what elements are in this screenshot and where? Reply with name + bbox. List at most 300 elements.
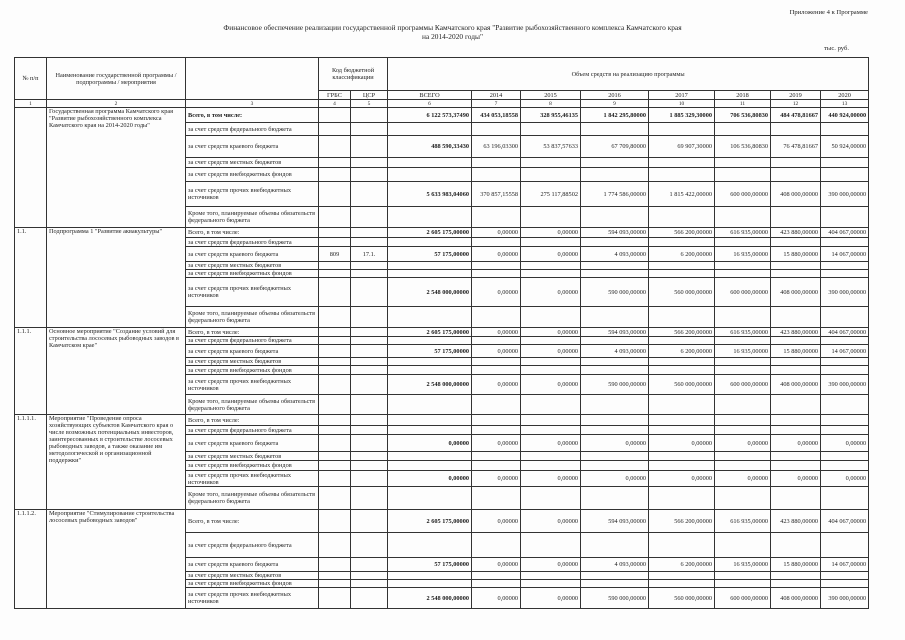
- funding-source: Всего, в том числе:: [186, 328, 319, 337]
- value-2014: 0,00000: [472, 278, 521, 307]
- value-2017: [649, 426, 715, 435]
- value-2015: [521, 487, 581, 510]
- value-2020: 0,00000: [821, 435, 869, 452]
- value-2016: 0,00000: [581, 435, 649, 452]
- grbs-code: [319, 136, 351, 158]
- value-2019: 423 880,00000: [771, 328, 821, 337]
- item-number: 1.1.1.1.: [15, 415, 47, 510]
- column-number: 9: [581, 100, 649, 108]
- value-2018: [715, 307, 771, 328]
- value-2017: 0,00000: [649, 435, 715, 452]
- value-2014: [472, 452, 521, 461]
- value-2017: 6 200,00000: [649, 247, 715, 262]
- csr-code: [351, 270, 388, 278]
- value-2018: 16 935,00000: [715, 345, 771, 358]
- value-2016: 590 000,00000: [581, 588, 649, 609]
- value-2017: [649, 358, 715, 366]
- csr-code: [351, 580, 388, 588]
- table-row: [15, 328, 869, 337]
- header-year-2014: 2014: [472, 91, 521, 100]
- value-2020: [821, 358, 869, 366]
- value-2014: 0,00000: [472, 247, 521, 262]
- value-2017: 566 200,00000: [649, 328, 715, 337]
- value-2017: [649, 262, 715, 270]
- csr-code: 17.1.: [351, 247, 388, 262]
- value-total: [388, 238, 472, 247]
- value-2020: 390 000,00000: [821, 375, 869, 395]
- value-total: [388, 487, 472, 510]
- header-row: [15, 58, 869, 91]
- value-2019: 408 000,00000: [771, 375, 821, 395]
- funding-source: за счет средств прочих внебюджетных источников: [186, 588, 319, 609]
- csr-code: [351, 168, 388, 182]
- value-2020: 14 067,00000: [821, 558, 869, 572]
- csr-code: [351, 588, 388, 609]
- value-2017: 566 200,00000: [649, 228, 715, 238]
- csr-code: [351, 108, 388, 123]
- value-2020: 14 067,00000: [821, 345, 869, 358]
- value-total: [388, 572, 472, 580]
- value-2020: [821, 426, 869, 435]
- value-2017: 560 000,00000: [649, 278, 715, 307]
- grbs-code: [319, 123, 351, 136]
- value-2019: [771, 461, 821, 471]
- value-total: [388, 123, 472, 136]
- funding-source: за счет средств прочих внебюджетных источников: [186, 278, 319, 307]
- value-2019: 0,00000: [771, 471, 821, 487]
- column-number: 12: [771, 100, 821, 108]
- funding-source: за счет средств федерального бюджета: [186, 426, 319, 435]
- csr-code: [351, 471, 388, 487]
- value-2016: [581, 415, 649, 426]
- header-csr: ЦСР: [351, 91, 388, 100]
- value-2016: [581, 337, 649, 345]
- value-2017: [649, 461, 715, 471]
- value-2020: [821, 572, 869, 580]
- csr-code: [351, 366, 388, 375]
- header-source: [186, 58, 319, 100]
- funding-source: за счет средств краевого бюджета: [186, 345, 319, 358]
- value-2014: 370 857,15558: [472, 182, 521, 207]
- value-2020: [821, 395, 869, 415]
- grbs-code: [319, 238, 351, 247]
- value-total: [388, 452, 472, 461]
- grbs-code: [319, 395, 351, 415]
- value-2018: 106 536,80830: [715, 136, 771, 158]
- value-2020: [821, 238, 869, 247]
- value-2014: [472, 158, 521, 168]
- grbs-code: [319, 558, 351, 572]
- value-2015: 0,00000: [521, 510, 581, 533]
- value-total: 57 175,00000: [388, 247, 472, 262]
- value-2017: [649, 572, 715, 580]
- value-2020: 390 000,00000: [821, 182, 869, 207]
- value-total: [388, 207, 472, 228]
- value-2015: [521, 270, 581, 278]
- grbs-code: [319, 270, 351, 278]
- funding-source: Всего, в том числе:: [186, 415, 319, 426]
- column-number: 1: [15, 100, 47, 108]
- value-2018: [715, 572, 771, 580]
- value-2020: 440 924,00000: [821, 108, 869, 123]
- funding-source: за счет средств внебюджетных фондов: [186, 270, 319, 278]
- header-year-2015: 2015: [521, 91, 581, 100]
- value-2017: [649, 123, 715, 136]
- value-total: [388, 415, 472, 426]
- value-2016: [581, 426, 649, 435]
- value-total: 6 122 573,37490: [388, 108, 472, 123]
- csr-code: [351, 136, 388, 158]
- csr-code: [351, 358, 388, 366]
- funding-source: за счет средств местных бюджетов: [186, 572, 319, 580]
- grbs-code: [319, 471, 351, 487]
- grbs-code: [319, 426, 351, 435]
- funding-source: за счет средств краевого бюджета: [186, 558, 319, 572]
- value-total: [388, 168, 472, 182]
- header-year-2017: 2017: [649, 91, 715, 100]
- funding-source: Кроме того, планируемые объемы обязательств федерального бюджета: [186, 395, 319, 415]
- value-2017: 0,00000: [649, 471, 715, 487]
- value-2020: 404 067,00000: [821, 228, 869, 238]
- column-number: 10: [649, 100, 715, 108]
- value-2016: [581, 358, 649, 366]
- value-2019: [771, 337, 821, 345]
- value-2019: [771, 452, 821, 461]
- csr-code: [351, 572, 388, 580]
- csr-code: [351, 307, 388, 328]
- value-2017: 6 200,00000: [649, 345, 715, 358]
- value-2015: [521, 572, 581, 580]
- value-2015: [521, 337, 581, 345]
- value-2020: 50 924,00000: [821, 136, 869, 158]
- grbs-code: [319, 278, 351, 307]
- value-2016: [581, 461, 649, 471]
- csr-code: [351, 435, 388, 452]
- csr-code: [351, 510, 388, 533]
- item-name: Подпрограмма 1 "Развитие аквакультуры": [47, 228, 186, 328]
- value-2018: [715, 207, 771, 228]
- value-2015: 0,00000: [521, 247, 581, 262]
- csr-code: [351, 558, 388, 572]
- value-2018: 16 935,00000: [715, 247, 771, 262]
- value-2019: 408 000,00000: [771, 182, 821, 207]
- funding-source: за счет средств федерального бюджета: [186, 123, 319, 136]
- column-number: 11: [715, 100, 771, 108]
- value-2014: 434 053,18558: [472, 108, 521, 123]
- value-2017: [649, 238, 715, 247]
- value-2014: [472, 270, 521, 278]
- value-2014: [472, 366, 521, 375]
- value-2019: [771, 415, 821, 426]
- grbs-code: [319, 580, 351, 588]
- value-total: 2 605 175,00000: [388, 228, 472, 238]
- value-2015: [521, 238, 581, 247]
- value-2018: [715, 426, 771, 435]
- value-total: 2 605 175,00000: [388, 328, 472, 337]
- value-total: [388, 358, 472, 366]
- value-2016: [581, 533, 649, 558]
- value-2019: 0,00000: [771, 435, 821, 452]
- value-2018: 600 000,00000: [715, 588, 771, 609]
- value-2018: [715, 337, 771, 345]
- value-2018: [715, 580, 771, 588]
- value-2019: 484 478,81667: [771, 108, 821, 123]
- funding-source: за счет средств краевого бюджета: [186, 247, 319, 262]
- value-2015: 0,00000: [521, 328, 581, 337]
- value-2016: 4 093,00000: [581, 558, 649, 572]
- value-2018: 706 536,80830: [715, 108, 771, 123]
- value-2018: [715, 123, 771, 136]
- header-year-2018: 2018: [715, 91, 771, 100]
- funding-source: за счет средств прочих внебюджетных источников: [186, 471, 319, 487]
- value-2015: [521, 461, 581, 471]
- table-body: [15, 108, 869, 609]
- value-total: 2 548 000,00000: [388, 278, 472, 307]
- grbs-code: [319, 533, 351, 558]
- value-2015: 53 837,57633: [521, 136, 581, 158]
- value-2016: [581, 168, 649, 182]
- item-number: 1.1.: [15, 228, 47, 328]
- value-2018: [715, 158, 771, 168]
- value-2014: [472, 123, 521, 136]
- csr-code: [351, 228, 388, 238]
- csr-code: [351, 262, 388, 270]
- grbs-code: [319, 182, 351, 207]
- grbs-code: [319, 366, 351, 375]
- value-2014: 0,00000: [472, 558, 521, 572]
- value-total: [388, 461, 472, 471]
- grbs-code: [319, 307, 351, 328]
- value-2014: [472, 461, 521, 471]
- grbs-code: [319, 228, 351, 238]
- column-number: 7: [472, 100, 521, 108]
- value-2014: [472, 207, 521, 228]
- value-2015: [521, 452, 581, 461]
- header-year-2019: 2019: [771, 91, 821, 100]
- value-2019: [771, 572, 821, 580]
- value-2016: [581, 366, 649, 375]
- grbs-code: [319, 375, 351, 395]
- value-2017: [649, 207, 715, 228]
- table-row: [15, 510, 869, 533]
- value-2017: [649, 168, 715, 182]
- value-2015: [521, 395, 581, 415]
- header-year-2020: 2020: [821, 91, 869, 100]
- value-2018: [715, 415, 771, 426]
- value-2014: 0,00000: [472, 510, 521, 533]
- grbs-code: [319, 158, 351, 168]
- value-total: 5 633 983,04060: [388, 182, 472, 207]
- header-name: Наименование государственной программы / подпрограммы / мероприятия: [47, 58, 186, 100]
- csr-code: [351, 278, 388, 307]
- csr-code: [351, 207, 388, 228]
- value-2016: 590 000,00000: [581, 278, 649, 307]
- csr-code: [351, 345, 388, 358]
- value-2020: [821, 461, 869, 471]
- grbs-code: [319, 452, 351, 461]
- value-2018: [715, 238, 771, 247]
- header-volume: Объем средств на реализацию программы: [388, 58, 869, 91]
- value-2014: 0,00000: [472, 435, 521, 452]
- value-2018: [715, 168, 771, 182]
- value-2015: 275 117,88502: [521, 182, 581, 207]
- value-2020: 14 067,00000: [821, 247, 869, 262]
- header-budget-code: Код бюджетной классификации: [319, 58, 388, 91]
- value-2020: [821, 158, 869, 168]
- funding-source: за счет средств местных бюджетов: [186, 452, 319, 461]
- value-2019: [771, 533, 821, 558]
- value-2015: [521, 123, 581, 136]
- value-2017: 560 000,00000: [649, 588, 715, 609]
- value-2016: 67 709,80000: [581, 136, 649, 158]
- value-2016: [581, 452, 649, 461]
- table-row: [15, 108, 869, 123]
- value-total: [388, 395, 472, 415]
- value-2018: 16 935,00000: [715, 558, 771, 572]
- value-2017: 69 907,30000: [649, 136, 715, 158]
- value-2015: [521, 426, 581, 435]
- value-total: [388, 580, 472, 588]
- value-2014: 0,00000: [472, 471, 521, 487]
- value-2015: [521, 262, 581, 270]
- value-2018: 0,00000: [715, 435, 771, 452]
- item-name: Мероприятие "Проведение опроса хозяйствующих субъектов Камчатского края о числе возможных потенциальных инвесторов, заинтересованных в строительстве лососевых рыбоводных заводов, а также оказание им методологической и организационной поддержки": [47, 415, 186, 510]
- value-2015: [521, 158, 581, 168]
- value-2019: [771, 366, 821, 375]
- document-title: [0, 24, 905, 41]
- value-2019: [771, 580, 821, 588]
- value-2018: [715, 487, 771, 510]
- value-2015: [521, 366, 581, 375]
- value-2017: 560 000,00000: [649, 375, 715, 395]
- csr-code: [351, 426, 388, 435]
- units-label: тыс. руб.: [824, 45, 849, 52]
- funding-source: за счет средств прочих внебюджетных источников: [186, 375, 319, 395]
- value-2016: 0,00000: [581, 471, 649, 487]
- value-2016: 594 093,00000: [581, 328, 649, 337]
- value-2014: 0,00000: [472, 328, 521, 337]
- value-2020: 404 067,00000: [821, 328, 869, 337]
- value-2014: [472, 533, 521, 558]
- value-2017: 1 885 329,30000: [649, 108, 715, 123]
- value-2016: [581, 158, 649, 168]
- value-2015: 0,00000: [521, 558, 581, 572]
- value-2019: 15 880,00000: [771, 345, 821, 358]
- value-2016: 1 774 586,00000: [581, 182, 649, 207]
- appendix-label: Приложение 4 к Программе: [789, 9, 868, 16]
- funding-source: за счет средств краевого бюджета: [186, 435, 319, 452]
- value-2019: [771, 207, 821, 228]
- value-2017: [649, 395, 715, 415]
- value-2020: [821, 337, 869, 345]
- value-2014: 63 196,03300: [472, 136, 521, 158]
- value-2018: 600 000,00000: [715, 375, 771, 395]
- grbs-code: 809: [319, 247, 351, 262]
- value-2014: 0,00000: [472, 375, 521, 395]
- value-2015: [521, 580, 581, 588]
- value-2019: [771, 307, 821, 328]
- value-2018: [715, 461, 771, 471]
- value-2015: [521, 307, 581, 328]
- value-total: 57 175,00000: [388, 558, 472, 572]
- grbs-code: [319, 345, 351, 358]
- value-2014: 0,00000: [472, 345, 521, 358]
- grbs-code: [319, 262, 351, 270]
- value-total: 488 590,33430: [388, 136, 472, 158]
- value-2019: 15 880,00000: [771, 247, 821, 262]
- value-2016: [581, 487, 649, 510]
- value-2020: [821, 207, 869, 228]
- value-2018: [715, 270, 771, 278]
- value-2014: [472, 426, 521, 435]
- csr-code: [351, 182, 388, 207]
- value-total: [388, 366, 472, 375]
- funding-source: за счет средств федерального бюджета: [186, 337, 319, 345]
- value-2017: [649, 415, 715, 426]
- value-2016: 590 000,00000: [581, 375, 649, 395]
- item-number: 1.1.1.2.: [15, 510, 47, 609]
- item-name: Мероприятие "Стимулирование строительства лососевых рыбоводных заводов": [47, 510, 186, 609]
- value-2020: [821, 307, 869, 328]
- funding-source: за счет средств внебюджетных фондов: [186, 461, 319, 471]
- value-2020: [821, 262, 869, 270]
- csr-code: [351, 533, 388, 558]
- value-2020: [821, 366, 869, 375]
- header-grbs: ГРБС: [319, 91, 351, 100]
- value-2019: 15 880,00000: [771, 558, 821, 572]
- grbs-code: [319, 572, 351, 580]
- grbs-code: [319, 168, 351, 182]
- funding-source: за счет средств прочих внебюджетных источников: [186, 182, 319, 207]
- value-2019: [771, 168, 821, 182]
- value-2019: 408 000,00000: [771, 278, 821, 307]
- csr-code: [351, 461, 388, 471]
- column-number-row: [15, 100, 869, 108]
- value-2017: 1 815 422,00000: [649, 182, 715, 207]
- value-2019: 423 880,00000: [771, 510, 821, 533]
- value-2014: [472, 168, 521, 182]
- item-number: 1.1.1.: [15, 328, 47, 415]
- value-2015: 0,00000: [521, 228, 581, 238]
- grbs-code: [319, 108, 351, 123]
- value-2014: [472, 415, 521, 426]
- value-2018: [715, 452, 771, 461]
- value-total: 57 175,00000: [388, 345, 472, 358]
- value-2015: 0,00000: [521, 375, 581, 395]
- value-2020: [821, 487, 869, 510]
- value-2020: 390 000,00000: [821, 588, 869, 609]
- value-2014: 0,00000: [472, 228, 521, 238]
- value-2018: 0,00000: [715, 471, 771, 487]
- value-2016: [581, 270, 649, 278]
- grbs-code: [319, 415, 351, 426]
- value-2020: [821, 123, 869, 136]
- value-2017: [649, 270, 715, 278]
- grbs-code: [319, 487, 351, 510]
- item-number: [15, 108, 47, 228]
- document-title-line-1: Финансовое обеспечение реализации государственной программы Камчатского края "Развитие рыбохозяйственного комплекса Камчатского края: [223, 23, 682, 32]
- value-2020: [821, 452, 869, 461]
- value-2018: [715, 262, 771, 270]
- funding-source: за счет средств внебюджетных фондов: [186, 168, 319, 182]
- value-2015: [521, 168, 581, 182]
- value-2016: 1 842 295,80000: [581, 108, 649, 123]
- csr-code: [351, 158, 388, 168]
- value-2020: [821, 533, 869, 558]
- column-number: 13: [821, 100, 869, 108]
- csr-code: [351, 238, 388, 247]
- funding-source: за счет средств краевого бюджета: [186, 136, 319, 158]
